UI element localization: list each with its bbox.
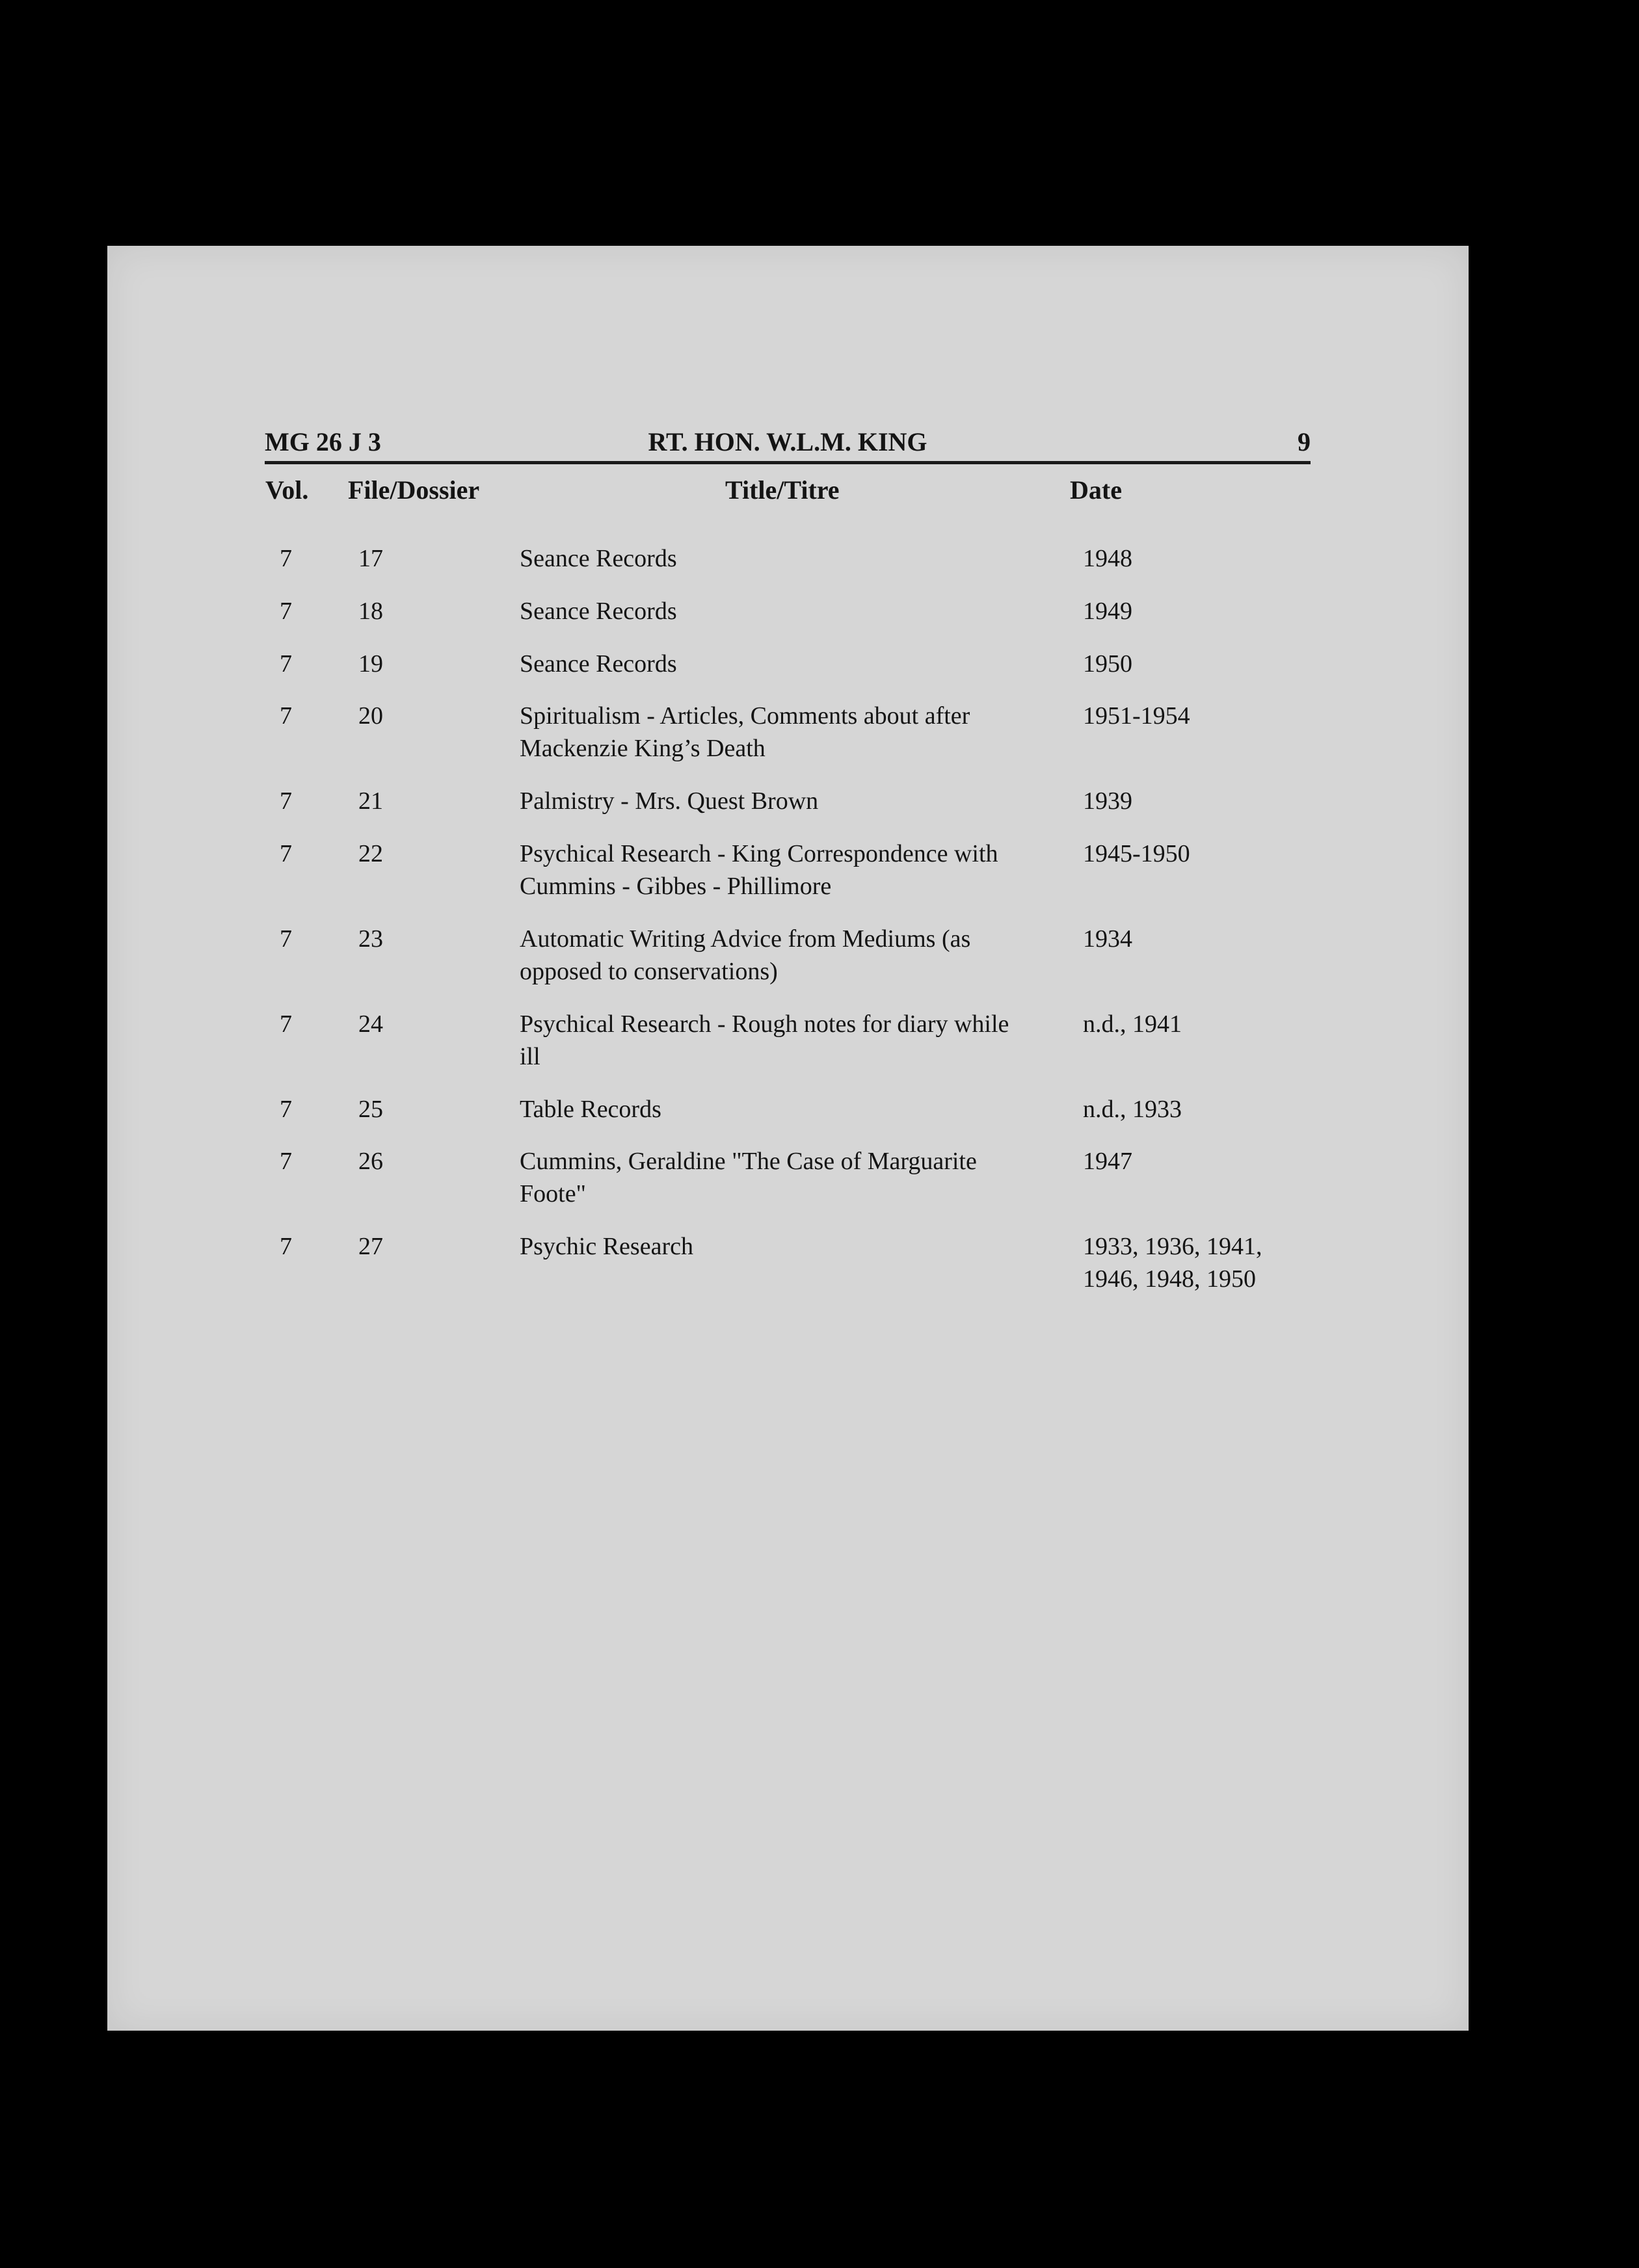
cell-vol: 7	[280, 598, 292, 625]
cell-title: Psychic Research	[520, 1233, 693, 1260]
collection-reference: MG 26 J 3	[265, 427, 381, 456]
cell-vol: 7	[280, 1148, 292, 1175]
cell-title-line: Automatic Writing Advice from Mediums (as	[520, 925, 971, 953]
cell-title: Palmistry - Mrs. Quest Brown	[520, 787, 819, 815]
cell-title	[520, 1145, 1073, 1210]
cell-date: 1934	[1083, 925, 1132, 953]
cell-date: 1950	[1083, 650, 1132, 678]
column-header-vol: Vol.	[265, 475, 309, 505]
cell-file: 27	[358, 1233, 383, 1260]
cell-file: 25	[358, 1096, 383, 1123]
column-header-title: Title/Titre	[725, 475, 840, 505]
cell-date-line: 1933, 1936, 1941,	[1083, 1233, 1262, 1260]
page-header	[265, 405, 1311, 464]
cell-vol: 7	[280, 702, 292, 730]
fonds-title: RT. HON. W.L.M. KING	[648, 427, 927, 456]
cell-vol: 7	[280, 1010, 292, 1038]
cell-title-line: Psychical Research - King Correspondence with	[520, 840, 998, 867]
cell-file: 22	[358, 840, 383, 867]
column-header-file: File/Dossier	[348, 475, 480, 505]
cell-file: 18	[358, 598, 383, 625]
cell-title-line: Mackenzie King’s Death	[520, 735, 766, 762]
cell-vol: 7	[280, 1096, 292, 1123]
cell-vol: 7	[280, 840, 292, 867]
cell-file: 20	[358, 702, 383, 730]
cell-date: n.d., 1933	[1083, 1096, 1182, 1123]
cell-title: Seance Records	[520, 598, 677, 625]
cell-title-line: Foote"	[520, 1180, 587, 1207]
cell-title	[520, 837, 1073, 903]
cell-title	[520, 700, 1073, 765]
cell-file: 21	[358, 787, 383, 815]
cell-title	[520, 1008, 1073, 1073]
cell-file: 24	[358, 1010, 383, 1038]
column-header-date: Date	[1070, 475, 1122, 505]
cell-date: 1951-1954	[1083, 702, 1190, 730]
document-page	[107, 246, 1469, 2031]
cell-file: 19	[358, 650, 383, 678]
cell-title-line: Spiritualism - Articles, Comments about after	[520, 702, 970, 730]
cell-date: 1948	[1083, 545, 1132, 572]
cell-title-line: Cummins - Gibbes - Phillimore	[520, 873, 832, 900]
cell-title: Table Records	[520, 1096, 661, 1123]
cell-title-line: Cummins, Geraldine "The Case of Marguarite	[520, 1148, 977, 1175]
cell-title	[520, 923, 1073, 988]
cell-title-line: opposed to conservations)	[520, 958, 778, 985]
cell-date: 1945-1950	[1083, 840, 1190, 867]
cell-vol: 7	[280, 787, 292, 815]
cell-vol: 7	[280, 650, 292, 678]
cell-vol: 7	[280, 545, 292, 572]
cell-date: 1949	[1083, 598, 1132, 625]
cell-date: n.d., 1941	[1083, 1010, 1182, 1038]
page-number: 9	[1298, 427, 1311, 456]
cell-title: Seance Records	[520, 650, 677, 678]
cell-title-line: Psychical Research - Rough notes for diary while	[520, 1010, 1009, 1038]
cell-vol: 7	[280, 925, 292, 953]
cell-title-line: ill	[520, 1043, 540, 1070]
cell-date: 1939	[1083, 787, 1132, 815]
cell-vol: 7	[280, 1233, 292, 1260]
cell-date	[1083, 1230, 1343, 1295]
cell-date: 1947	[1083, 1148, 1132, 1175]
cell-title: Seance Records	[520, 545, 677, 572]
cell-file: 17	[358, 545, 383, 572]
cell-file: 26	[358, 1148, 383, 1175]
cell-date-line: 1946, 1948, 1950	[1083, 1265, 1256, 1293]
cell-file: 23	[358, 925, 383, 953]
